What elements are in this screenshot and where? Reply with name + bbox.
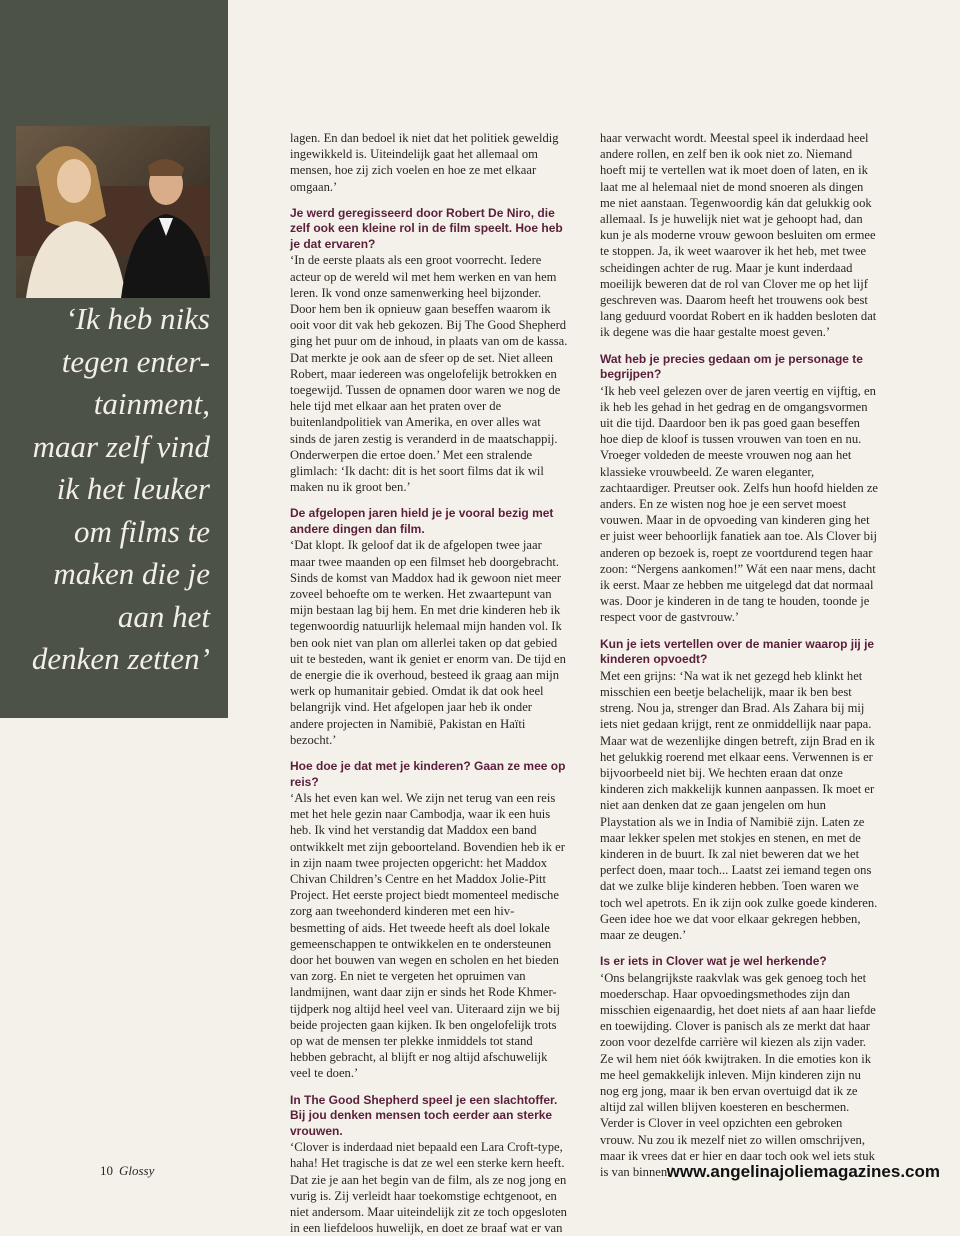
pull-quote-line: maken die je [53,556,210,591]
page-number: 10 [100,1163,113,1178]
interview-answer: Met een grijns: ‘Na wat ik net gezegd heb klinkt het misschien een beetje belachelijk, maar ik ben best streng. Nou ja, strenger dan Brad. Als Zahara bij mij iets niet gedaan krijgt, rent ze onmiddellijk naar papa. Maar wat de wezenlijke dingen betreft, zijn Brad en ik het gelukkig roerend met elkaar eens. Verwennen is er bijvoorbeeld niet bij. We hechten eraan dat onze kinderen zich makkelijk kunnen aanpassen. Ik moet er niet aan denken dat ze gaan jengelen om hun Playstation als we in India of Namibië zijn. Laten ze maar lekker spelen met stokjes en stenen, en met de kinderen in de buurt. Ik zal niet beweren dat we het perfect doen, maar toch... Laatst zei iemand tegen ons dat we zulke blije kinderen hebben. Toen waren we toch wel apetrots. En ik zijn ook zulke goede kinderen. Geen idee hoe we dat voor elkaar gekregen hebben, maar ze deugen.’ [600,668,878,942]
pull-quote [18,298,210,681]
pull-quote-line: denken zetten’ [31,641,210,676]
interview-answer: ‘Ons belangrijkste raakvlak was gek genoeg toch het moederschap. Haar opvoedingsmethodes zijn dan misschien eigenaardig, het doet niets af aan haar liefde en toewijding. Clover is panisch als ze merkt dat haar zoon voor dezelfde carrière wil kiezen als zijn vader. Ze wil hem niet óók kwijtraken. In die emoties kon ik me heel gemakkelijk inleven. Mijn kinderen zijn nu nog erg jong, maar ik ben ervan overtuigd dat ik ze altijd zal willen blijven koesteren en beschermen. Verder is Clover in veel opzichten een gebroken vrouw. Nu zou ik mezelf niet zo willen omschrijven, maar ik vrees dat er hier en daar toch ook wel iets stuk is van binnen.’ [600,970,876,1180]
interview-question: Je werd geregisseerd door Robert De Niro, die zelf ook een kleine rol in de film speelt. Hoe heb je dat ervaren? [290,205,563,251]
pull-quote-line: tegen enter- [61,343,210,379]
pull-quote-line: ik het leuker [56,471,210,506]
article-column-left [290,130,568,1236]
pull-quote-line: om films te [73,513,210,549]
interview-question: De afgelopen jaren hield je je vooral bezig met andere dingen dan film. [290,506,554,536]
interview-answer: ‘Dat klopt. Ik geloof dat ik de afgelopen twee jaar maar twee maanden op een filmset heb doorgebracht. Sinds de komst van Maddox had ik gewoon niet meer zoveel behoefte om te werken. Het zwaartepunt van mijn bestaan lag bij hem. En met drie kinderen heb ik tegenwoordig natuurlijk helemaal mijn handen vol. Ik ben ook niet van plan om allerlei taken op dat gebied uit te besteden, want ik geniet er enorm van. De tijd en de energie die ik overhoud, besteed ik graag aan mijn werk op humanitair gebied. Omdat ik dat ook heel belangrijk vind. Het afgelopen jaar heb ik onder andere projecten in Namibië, Pakistan en Haïti bezocht.’ [290,538,566,747]
film-still-image [16,126,210,298]
interview-answer: lagen. En dan bedoel ik niet dat het politiek geweldig ingewikkeld is. Uiteindelijk gaat het allemaal om mensen, hoe zij zich voelen en hoe ze met elkaar omgaan.’ [290,131,559,194]
interview-question: Hoe doe je dat met je kinderen? Gaan ze mee op reis? [290,759,566,789]
website-watermark: www.angelinajoliemagazines.com [666,1162,940,1181]
interview-answer: ‘Als het even kan wel. We zijn net terug van een reis met het hele gezin naar Cambodja, waar ik een huis heb. Ik vind het verstandig dat Maddox een band ontwikkelt met zijn geboorteland. Bovendien heb ik er in zijn naam twee projecten opgericht: het Maddox Chivan Children’s Centre en het Maddox Jolie-Pitt Project. Het eerste project biedt momenteel medische zorg aan tweehonderd kinderen met een hiv-besmetting of aids. Het tweede heeft als doel lokale gemeenschappen te ontwikkelen en te ondersteunen door het bouwen van wegen en scholen en het bieden van zorg. En niet te vergeten het opruimen van landmijnen, want daar zijn er sinds het Rode Khmer-tijdperk nog altijd heel veel van. Uiteraard zijn we bij beide projecten gaan kijken. Ik ben ongelofelijk trots op wat de mensen ter plekke inmiddels tot stand hebben gebracht, al blijft er nog altijd afschuwelijk veel te doen.’ [290,791,565,1081]
interview-answer: ‘Clover is inderdaad niet bepaald een Lara Croft-type, haha! Het tragische is dat ze wel een sterke kern heeft. Dat zie je aan het begin van de film, als ze nog jong en vurig is. Zij verleidt haar toekomstige echtgenoot, en niet andersom. Maar uiteindelijk zit ze toch opgesloten in een liefdeloos huwelijk, en doet ze braaf wat er van [290,1140,567,1236]
interview-question: Is er iets in Clover wat je wel herkende? [600,954,827,969]
pull-quote-line: tainment, [93,386,210,421]
interview-answer: ‘In de eerste plaats als een groot voorrecht. Iedere acteur op de wereld wil met hem werken en van hem leren. Ik vond onze samenwerking heel bijzonder. Door hem ben ik opnieuw gaan beseffen waarom ik ooit voor dit vak heb gekozen. Bij The Good Shepherd ging het puur om de inhoud, in plaats van om de kassa. Dat merkte je ook aan de sfeer op de set. Niet alleen Robert, maar iedereen was ongelofelijk betrokken en toegewijd. Tussen de opnamen door waren we nog de hele tijd met elkaar aan het praten over de buitenlandpolitiek van Amerika, en over alles wat sinds de jaren zestig is veranderd in de maatschappij. Onderwerpen die ertoe doen.’ Met een stralende glimlach: ‘Ik dacht: dit is het soort films dat ik wil maken nu ik groot ben.’ [290,253,568,495]
interview-answer: haar verwacht wordt. Meestal speel ik inderdaad heel andere rollen, en zelf ben ik ook niet zo. Niemand hoeft mij te vertellen wat ik moet doen of laten, en ik laat me al helemaal niet de mond snoeren als dingen me niet aanstaan. Tegenwoordig kán dat gelukkig ook allemaal. Is je huwelijk niet wat je gehoopt had, dan kun je als moderne vrouw gewoon besluiten om ermee te stoppen. Ja, ik weet waarover ik het heb, met twee scheidingen achter de rug. Maar je kunt inderdaad moeilijk beweren dat de rol van Clover me op het lijf geschreven was. Daarom heeft het trouwens ook best lang geduurd voordat Robert en ik hadden besloten dat ik degene was die haar gestalte moest geven.’ [600,131,877,340]
interview-question: Kun je iets vertellen over de manier waarop jij je kinderen opvoedt? [600,636,875,667]
film-still-photo [16,126,210,298]
pull-quote-line: maar zelf vind [32,428,210,464]
magazine-name: Glossy [119,1163,155,1178]
page-footer [100,1163,154,1179]
sidebar-panel [0,0,228,718]
pull-quote-line: aan het [117,598,210,634]
interview-question: Wat heb je precies gedaan om je personage te begrijpen? [600,351,863,382]
interview-answer: ‘Ik heb veel gelezen over de jaren veertig en vijftig, en ik heb les gehad in het gedrag en de omgangsvormen uit die tijd. Daardoor ben ik pas goed gaan beseffen hoe diep de kloof is tussen vrouwen van toen en nu. Vroeger voldeden de meeste vrouwen nog aan het klassieke vrouwbeeld. Ze waren eleganter, zachtaardiger. Preutser ook. Zelfs hun hoofd hielden ze anders. En ze wisten nog hoe je een servet moest vouwen. Maar in de opvoeding van kinderen ging het er juist weer behoorlijk fanatiek aan toe. Als Clover bij anderen op bezoek is, roept ze voortdurend tegen haar zoon: “Nergens aankomen!” Wát een naar mens, dacht ik eerst. Maar ze hebben me uitgelegd dat dat normaal was. Door je kinderen in de tang te houden, toonde je respect voor de gastvrouw.’ [600,383,879,625]
pull-quote-line: ‘Ik heb niks [65,301,210,336]
interview-question: In The Good Shepherd speel je een slachtoffer. Bij jou denken mensen toch eerder aan sterke vrouwen. [290,1092,558,1138]
article-column-right [600,130,878,1180]
